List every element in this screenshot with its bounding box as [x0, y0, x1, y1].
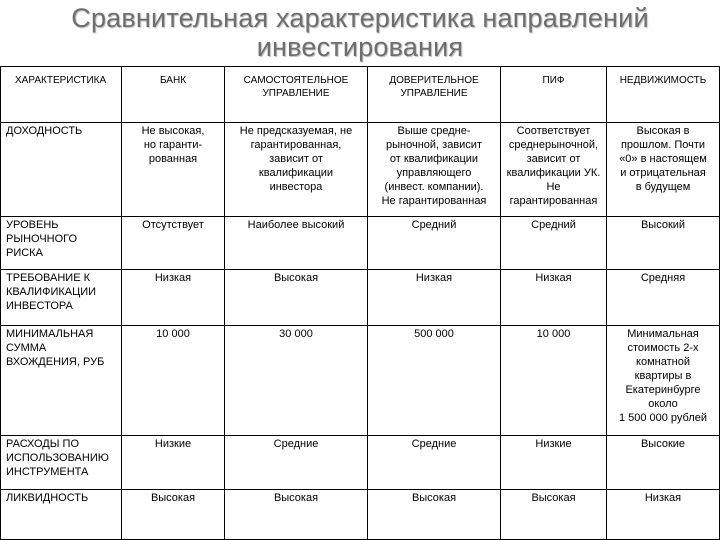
table-cell: Средняя	[607, 270, 720, 326]
table-cell: Низкая	[501, 270, 607, 326]
table-cell: Средние	[368, 436, 501, 490]
table-cell: Отсутствует	[122, 217, 225, 270]
table-cell: Высокий	[607, 217, 720, 270]
table-cell: Высокая	[122, 490, 225, 540]
table-cell: 500 000	[368, 326, 501, 436]
table-row	[1, 217, 720, 270]
table-cell: Выше средне- рыночной, зависит от квалификации управляющего (инвест. компании). Не гарантированная	[368, 123, 501, 217]
row-label: РАСХОДЫ ПО ИСПОЛЬЗОВАНИЮ ИНСТРУМЕНТА	[1, 436, 122, 490]
table-cell: Высокая в прошлом. Почти «0» в настоящем и отрицательная в будущем	[607, 123, 720, 217]
table-cell: Низкая	[607, 490, 720, 540]
table-cell: Низкие	[122, 436, 225, 490]
table-row	[1, 436, 720, 490]
table-cell: Низкие	[501, 436, 607, 490]
table-cell: Низкая	[368, 270, 501, 326]
title-line-1: Сравнительная характеристика направлений	[71, 3, 649, 33]
table-cell: Средние	[225, 436, 368, 490]
row-label: МИНИМАЛЬНАЯ СУММА ВХОЖДЕНИЯ, РУБ	[1, 326, 122, 436]
table-cell: Высокие	[607, 436, 720, 490]
table-cell: Наиболее высокий	[225, 217, 368, 270]
row-label: ДОХОДНОСТЬ	[1, 123, 122, 217]
column-header: САМОСТОЯТЕЛЬНОЕ УПРАВЛЕНИЕ	[225, 67, 368, 123]
column-header: БАНК	[122, 67, 225, 123]
title-line-2: инвестирования	[256, 32, 464, 62]
row-label: ЛИКВИДНОСТЬ	[1, 490, 122, 540]
table-cell: Высокая	[501, 490, 607, 540]
page-title	[0, 0, 720, 66]
comparison-table	[0, 66, 720, 540]
column-header: НЕДВИЖИМОСТЬ	[607, 67, 720, 123]
table-cell: Высокая	[225, 490, 368, 540]
table-cell: 10 000	[122, 326, 225, 436]
table-cell: Соответствует среднерыночной, зависит от квалификации УК. Не гарантированная	[501, 123, 607, 217]
column-header: ДОВЕРИТЕЛЬНОЕ УПРАВЛЕНИЕ	[368, 67, 501, 123]
column-header: ХАРАКТЕРИСТИКА	[1, 67, 122, 123]
table-row	[1, 123, 720, 217]
table-cell: 30 000	[225, 326, 368, 436]
table-cell: Средний	[368, 217, 501, 270]
header-row	[1, 67, 720, 123]
row-label: ТРЕБОВАНИЕ К КВАЛИФИКАЦИИ ИНВЕСТОРА	[1, 270, 122, 326]
row-label: УРОВЕНЬ РЫНОЧНОГО РИСКА	[1, 217, 122, 270]
table-row	[1, 326, 720, 436]
table-row	[1, 270, 720, 326]
table-cell: Высокая	[225, 270, 368, 326]
table-cell: 10 000	[501, 326, 607, 436]
table-cell: Минимальная стоимость 2-х комнатной квартиры в Екатеринбурге около 1 500 000 рублей	[607, 326, 720, 436]
table-cell: Низкая	[122, 270, 225, 326]
table-row	[1, 490, 720, 540]
table-cell: Высокая	[368, 490, 501, 540]
table-cell: Средний	[501, 217, 607, 270]
column-header: ПИФ	[501, 67, 607, 123]
table-cell: Не высокая, но гаранти- рованная	[122, 123, 225, 217]
table-cell: Не предсказуемая, не гарантированная, зависит от квалификации инвестора	[225, 123, 368, 217]
